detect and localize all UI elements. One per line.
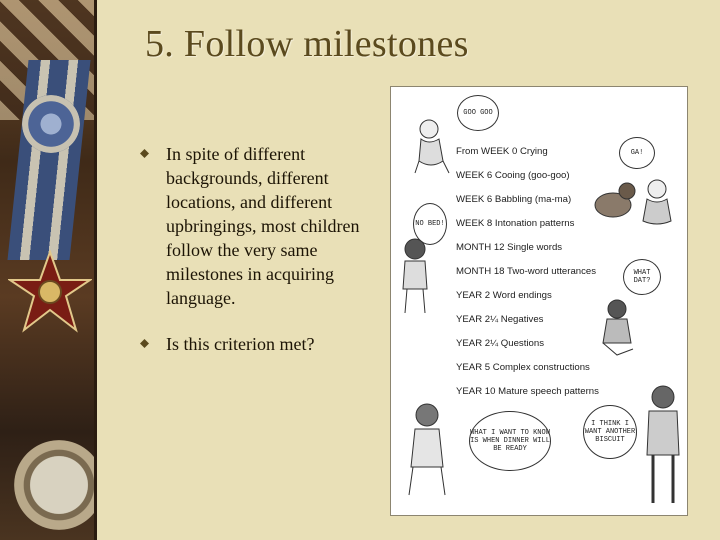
bubble-text: NO BED!	[415, 220, 445, 228]
speech-bubble-dinner	[469, 411, 551, 471]
speech-bubble-biscuit	[583, 405, 637, 459]
milestone-item: WEEK 6 Cooing (goo-goo)	[456, 170, 570, 181]
bubble-text: GOO GOO	[463, 109, 493, 117]
milestone-item: MONTH 18 Two-word utterances	[456, 266, 597, 277]
milestone-item: WEEK 6 Babbling (ma-ma)	[456, 194, 572, 205]
baby-crying-illustration	[413, 117, 453, 177]
ribbon-rosette	[22, 95, 80, 153]
bullet-item	[140, 332, 370, 356]
toddler-standing-illustration	[395, 237, 435, 317]
milestone-item: From WEEK 0 Crying	[456, 146, 548, 157]
bullet-list	[140, 142, 370, 356]
speech-bubble-what-dat	[623, 259, 661, 295]
milestone-list	[456, 145, 599, 409]
compass-icon	[14, 440, 97, 530]
strip-edge	[94, 0, 97, 540]
bullet-text: In spite of different backgrounds, different locations, and different upbringings, most children follow the very same milestones in acquiring language.	[166, 144, 360, 308]
language-milestones-figure	[390, 86, 688, 516]
slide-title: 5. Follow milestones	[145, 23, 469, 65]
speech-bubble-ga	[619, 137, 655, 169]
bubble-text: WHAT I WANT TO KNOW IS WHEN DINNER WILL BE READY	[470, 429, 550, 453]
diamond-bullet-icon	[140, 149, 149, 158]
decorative-medal-image	[0, 0, 97, 540]
girl-sitting-illustration	[405, 401, 449, 501]
milestone-item: YEAR 10 Mature speech patterns	[456, 386, 599, 397]
maltese-cross-medal-icon	[8, 250, 92, 334]
child-sitting-illustration	[597, 299, 637, 359]
diamond-bullet-icon	[140, 339, 149, 348]
bubble-text: WHAT DAT?	[633, 269, 651, 285]
milestone-item: WEEK 8 Intonation patterns	[456, 218, 575, 229]
milestone-item: MONTH 12 Single words	[456, 242, 563, 253]
bullet-text: Is this criterion met?	[166, 334, 315, 354]
milestone-item: YEAR 2 Word endings	[456, 290, 552, 301]
milestone-item: YEAR 5 Complex constructions	[456, 362, 590, 373]
child-with-dog-illustration	[591, 177, 677, 227]
milestone-item: YEAR 2¼ Negatives	[456, 314, 544, 325]
bullet-item	[140, 142, 370, 310]
bubble-text: GA!	[630, 149, 644, 157]
speech-bubble-goo	[457, 95, 499, 131]
milestone-item: YEAR 2¼ Questions	[456, 338, 544, 349]
boy-standing-illustration	[641, 383, 685, 509]
bubble-text: I THINK I WANT ANOTHER BISCUIT	[584, 420, 636, 444]
